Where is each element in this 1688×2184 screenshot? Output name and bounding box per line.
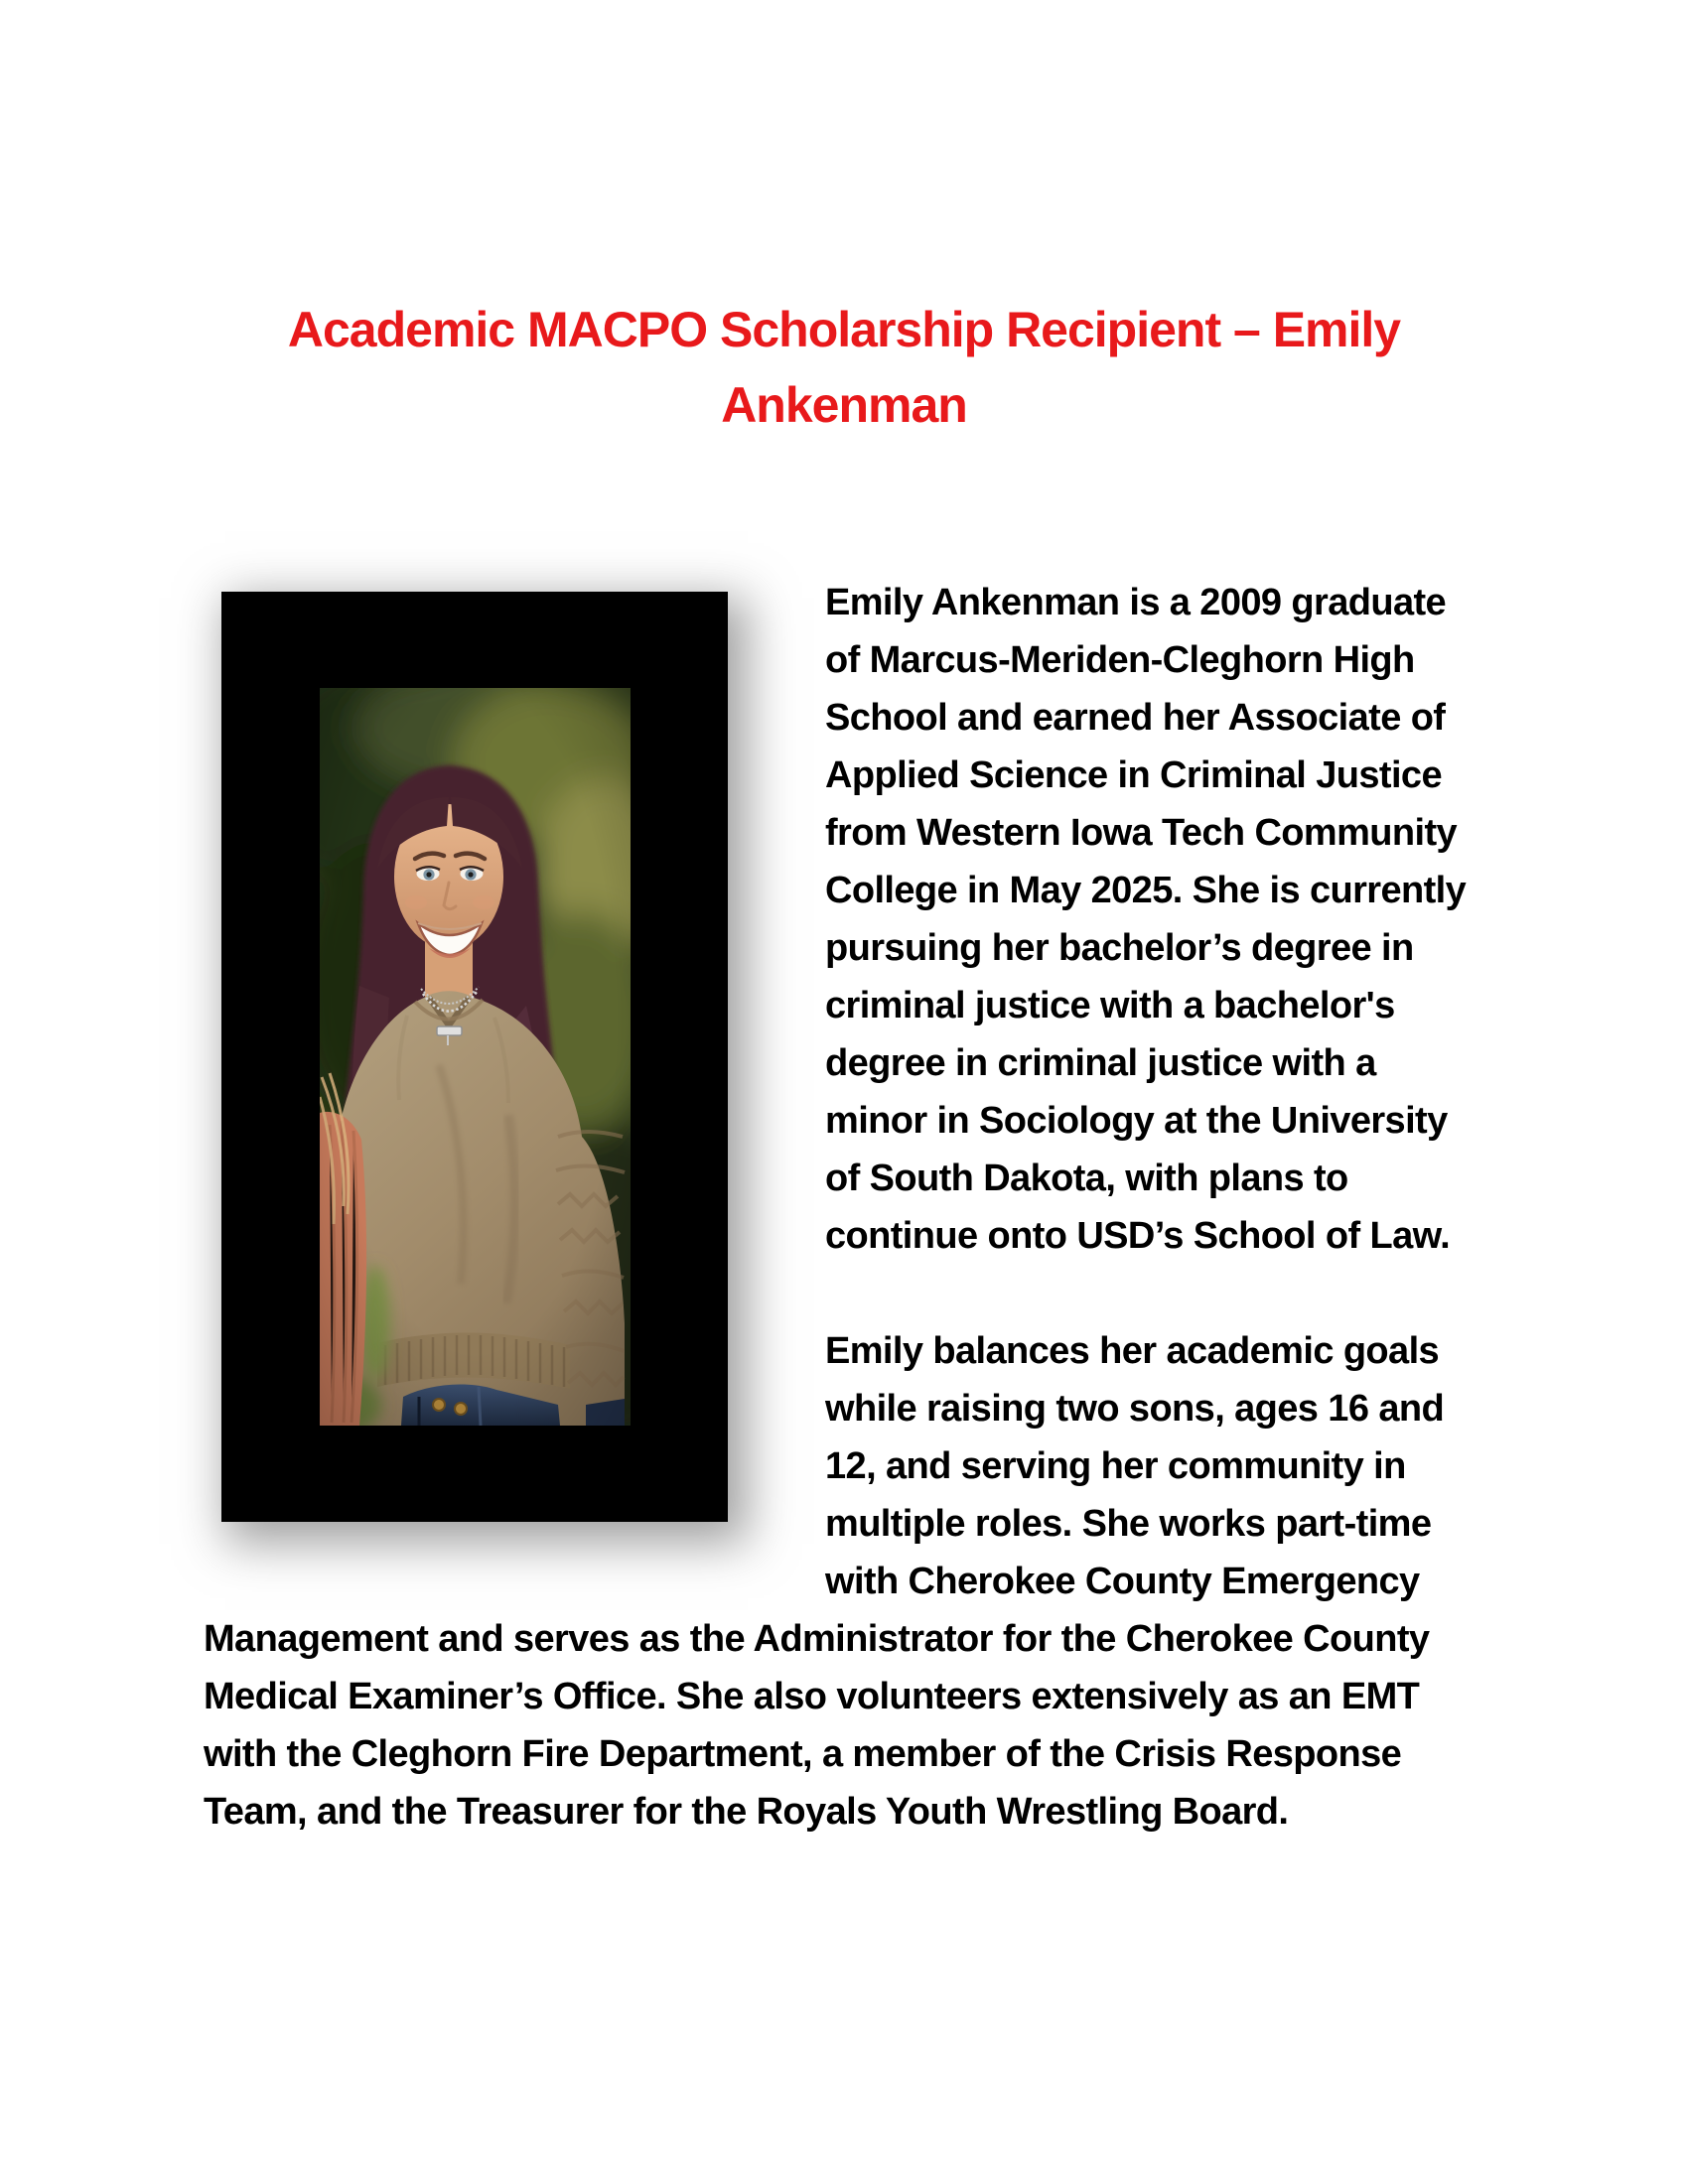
recipient-photo-frame (221, 592, 728, 1522)
photo-vignette (320, 688, 631, 1426)
page-title (179, 0, 1509, 443)
article-body (204, 574, 1484, 1841)
title-line-2: Ankenman (721, 377, 967, 433)
recipient-portrait-photo (320, 688, 631, 1426)
bio-paragraph-2: Emily balances her academic goals while raising two sons, ages 16 and 12, and serving her community in multiple roles. She works part-time with Cherokee County Emergency Management and serves as the Administrator for the Cherokee County Medical Examiner’s Office. She also volunteers extensively as an EMT with the Cleghorn Fire Department, a member of the Crisis Response Team, and the Treasurer for the Royals Youth Wrestling Board. (204, 1330, 1445, 1833)
bio-paragraph-1: Emily Ankenman is a 2009 graduate of Marcus-Meriden-Cleghorn High School and earned her Associate of Applied Science in Criminal Justice from Western Iowa Tech Community College in May 2025. She is currently pursuing her bachelor’s degree in criminal justice with a bachelor's degree in criminal justice with a minor in Sociology at the University of South Dakota, with plans to continue onto USD’s School of Law. (825, 582, 1467, 1257)
title-line-1: Academic MACPO Scholarship Recipient – Emily (287, 302, 1401, 357)
